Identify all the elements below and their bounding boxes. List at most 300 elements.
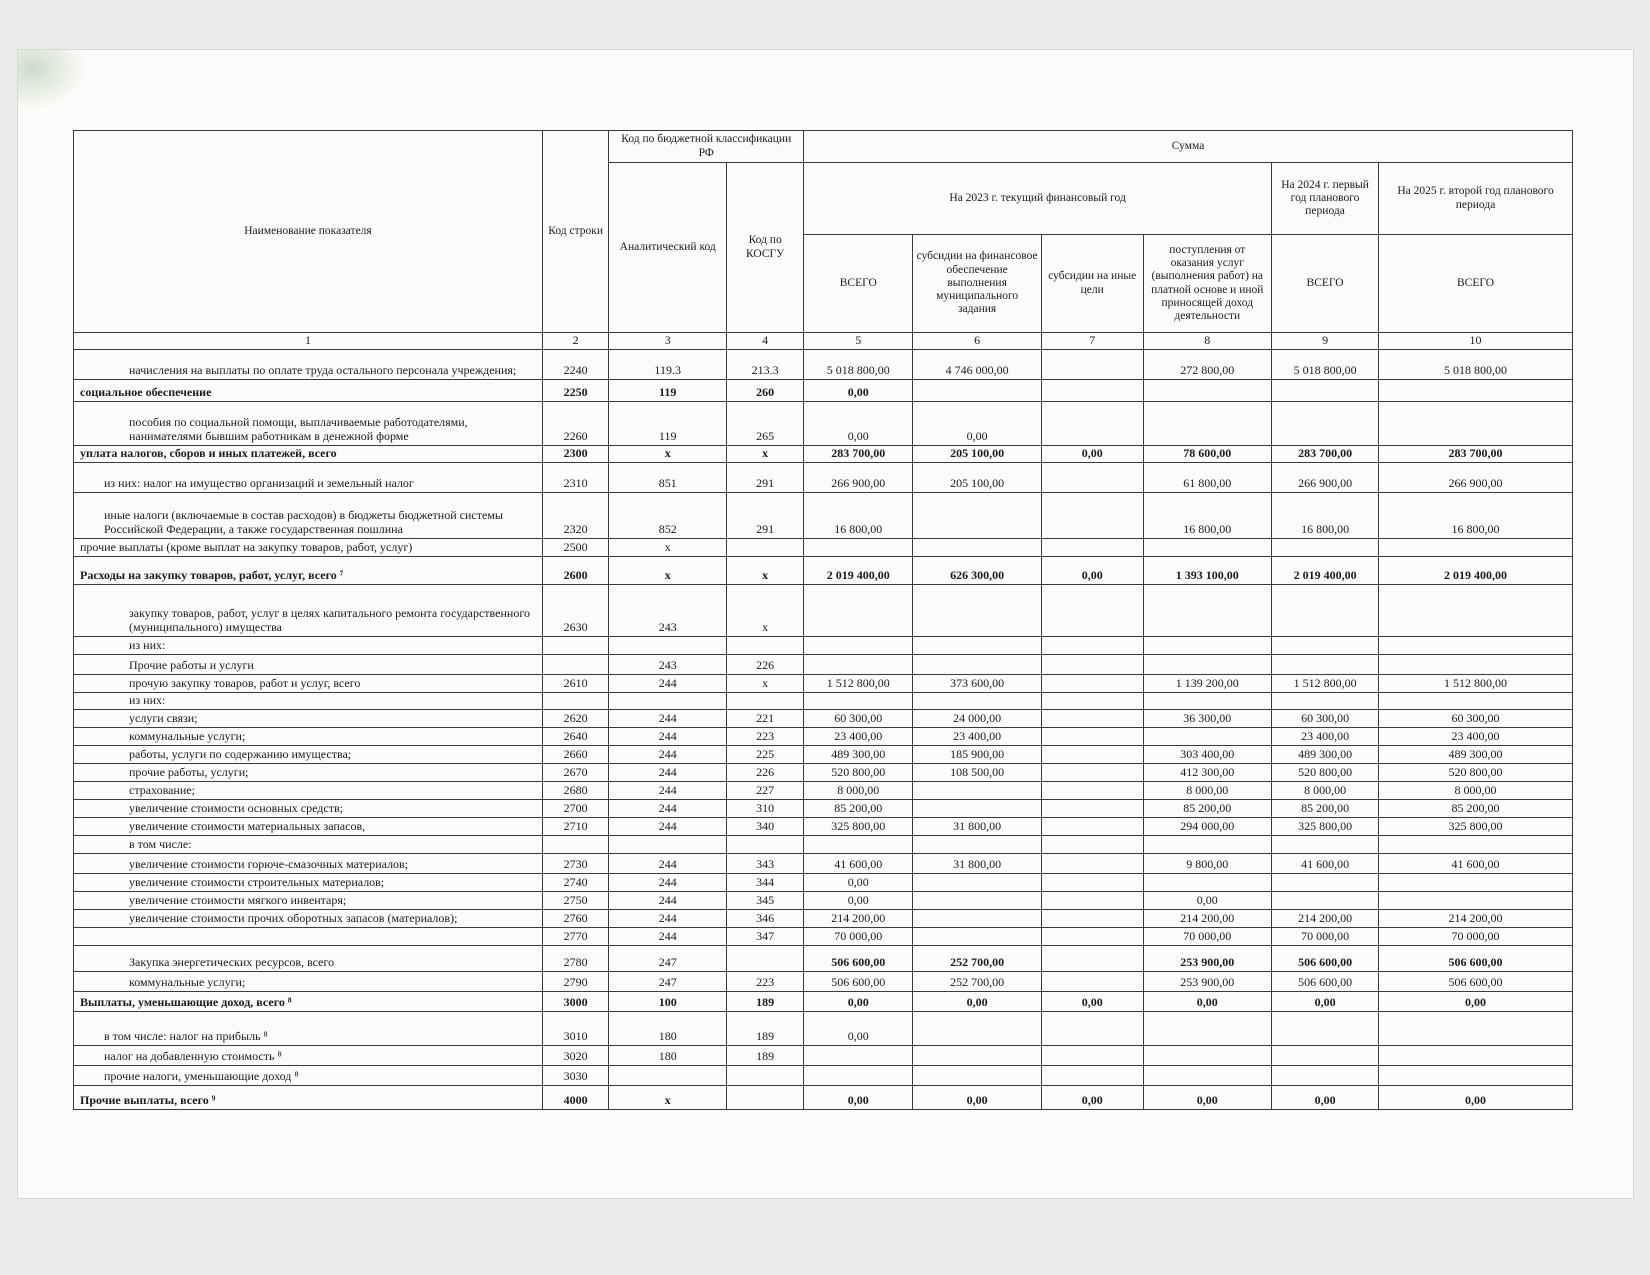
row-name: из них: [74, 636, 543, 654]
table-row [74, 492, 1573, 538]
table-row [74, 1065, 1573, 1085]
row-total-2024 [1272, 891, 1379, 909]
row-total-2024 [1272, 1045, 1379, 1065]
row-analytic-code: 244 [609, 873, 727, 891]
row-subsidy-other [1041, 1011, 1143, 1045]
row-code: 2500 [542, 538, 608, 556]
row-total-2023: 23 400,00 [804, 727, 913, 745]
row-paid-services [1143, 1045, 1271, 1065]
row-paid-services [1143, 402, 1271, 446]
row-name: прочие налоги, уменьшающие доход ⁸ [74, 1065, 543, 1085]
header-total-2025: ВСЕГО [1379, 235, 1573, 333]
header-paid-services: поступления от оказания услуг (выполнения работ) на платной основе и иной приносящей доход деятельности [1143, 235, 1271, 333]
row-analytic-code: х [609, 538, 727, 556]
row-code: 2300 [542, 446, 608, 463]
table-row [74, 909, 1573, 927]
row-kosgu: 189 [727, 991, 804, 1011]
row-total-2025 [1379, 402, 1573, 446]
table-row [74, 873, 1573, 891]
row-name: уплата налогов, сборов и иных платежей, всего [74, 446, 543, 463]
row-paid-services [1143, 1011, 1271, 1045]
row-name: Расходы на закупку товаров, работ, услуг, всего ⁷ [74, 556, 543, 584]
row-total-2023: 0,00 [804, 1011, 913, 1045]
col-index: 2 [542, 333, 608, 350]
row-analytic-code [609, 636, 727, 654]
row-paid-services: 70 000,00 [1143, 927, 1271, 945]
row-subsidy-other [1041, 462, 1143, 492]
row-name: Выплаты, уменьшающие доход, всего ⁸ [74, 991, 543, 1011]
row-total-2025 [1379, 891, 1573, 909]
row-name: коммунальные услуги; [74, 727, 543, 745]
row-paid-services: 294 000,00 [1143, 817, 1271, 835]
row-code: 2670 [542, 763, 608, 781]
table-row [74, 835, 1573, 853]
row-paid-services [1143, 692, 1271, 709]
table-row [74, 380, 1573, 402]
table-row [74, 674, 1573, 692]
row-subsidy-task [913, 781, 1041, 799]
row-subsidy-task [913, 927, 1041, 945]
row-paid-services: 0,00 [1143, 1085, 1271, 1109]
row-analytic-code [609, 692, 727, 709]
header-total-2023: ВСЕГО [804, 235, 913, 333]
row-analytic-code: х [609, 1085, 727, 1109]
table-row [74, 945, 1573, 971]
row-kosgu: 265 [727, 402, 804, 446]
row-name: работы, услуги по содержанию имущества; [74, 745, 543, 763]
row-total-2023: 1 512 800,00 [804, 674, 913, 692]
row-subsidy-other [1041, 538, 1143, 556]
row-analytic-code: 244 [609, 891, 727, 909]
row-total-2023: 70 000,00 [804, 927, 913, 945]
row-total-2025 [1379, 1011, 1573, 1045]
row-name: начисления на выплаты по оплате труда остального персонала учреждения; [74, 350, 543, 380]
row-subsidy-task [913, 538, 1041, 556]
table-row [74, 402, 1573, 446]
row-code: 2240 [542, 350, 608, 380]
row-paid-services: 272 800,00 [1143, 350, 1271, 380]
row-name: страхование; [74, 781, 543, 799]
row-name: увеличение стоимости строительных материалов; [74, 873, 543, 891]
row-kosgu: 225 [727, 745, 804, 763]
row-total-2025: 214 200,00 [1379, 909, 1573, 927]
row-total-2024: 1 512 800,00 [1272, 674, 1379, 692]
row-paid-services [1143, 727, 1271, 745]
row-name: услуги связи; [74, 709, 543, 727]
row-paid-services: 303 400,00 [1143, 745, 1271, 763]
row-total-2025: 16 800,00 [1379, 492, 1573, 538]
row-kosgu: х [727, 446, 804, 463]
row-total-2024: 23 400,00 [1272, 727, 1379, 745]
header-code: Код строки [542, 131, 608, 333]
row-paid-services [1143, 654, 1271, 674]
row-total-2024: 506 600,00 [1272, 945, 1379, 971]
table-row [74, 446, 1573, 463]
row-kosgu: 221 [727, 709, 804, 727]
row-subsidy-other [1041, 727, 1143, 745]
row-subsidy-other [1041, 584, 1143, 636]
row-analytic-code: 244 [609, 745, 727, 763]
table-row [74, 709, 1573, 727]
row-code: 2740 [542, 873, 608, 891]
table-row [74, 991, 1573, 1011]
row-total-2025: 520 800,00 [1379, 763, 1573, 781]
row-subsidy-task: 252 700,00 [913, 971, 1041, 991]
row-paid-services: 253 900,00 [1143, 971, 1271, 991]
row-analytic-code: 244 [609, 709, 727, 727]
row-total-2024 [1272, 380, 1379, 402]
row-total-2024: 2 019 400,00 [1272, 556, 1379, 584]
row-total-2024: 489 300,00 [1272, 745, 1379, 763]
row-subsidy-task: 205 100,00 [913, 462, 1041, 492]
col-index: 6 [913, 333, 1041, 350]
row-total-2024: 283 700,00 [1272, 446, 1379, 463]
row-subsidy-other [1041, 674, 1143, 692]
row-analytic-code: 244 [609, 674, 727, 692]
row-name: налог на добавленную стоимость ⁸ [74, 1045, 543, 1065]
row-total-2023: 0,00 [804, 380, 913, 402]
row-total-2025: 8 000,00 [1379, 781, 1573, 799]
row-code: 2260 [542, 402, 608, 446]
row-total-2023: 0,00 [804, 891, 913, 909]
row-subsidy-other [1041, 945, 1143, 971]
row-paid-services: 412 300,00 [1143, 763, 1271, 781]
row-total-2025: 70 000,00 [1379, 927, 1573, 945]
row-name: Прочие работы и услуги [74, 654, 543, 674]
table-body [74, 350, 1573, 1110]
header-year-2023: На 2023 г. текущий финансовый год [804, 163, 1272, 235]
row-code: 3010 [542, 1011, 608, 1045]
row-subsidy-other [1041, 853, 1143, 873]
row-subsidy-task: 185 900,00 [913, 745, 1041, 763]
row-name: из них: [74, 692, 543, 709]
row-name: иные налоги (включаемые в состав расходов) в бюджеты бюджетной системы Российской Федерации, а также государственная пошлина [74, 492, 543, 538]
row-total-2024: 41 600,00 [1272, 853, 1379, 873]
row-analytic-code [609, 1065, 727, 1085]
row-total-2023: 520 800,00 [804, 763, 913, 781]
row-name: прочие работы, услуги; [74, 763, 543, 781]
row-total-2023: 214 200,00 [804, 909, 913, 927]
row-paid-services [1143, 636, 1271, 654]
row-subsidy-other [1041, 1045, 1143, 1065]
row-kosgu: 227 [727, 781, 804, 799]
row-total-2023 [804, 636, 913, 654]
row-name: увеличение стоимости материальных запасов, [74, 817, 543, 835]
row-total-2024 [1272, 873, 1379, 891]
row-subsidy-other [1041, 799, 1143, 817]
row-kosgu: 226 [727, 763, 804, 781]
row-total-2025: 283 700,00 [1379, 446, 1573, 463]
row-analytic-code: 244 [609, 781, 727, 799]
row-kosgu [727, 835, 804, 853]
col-index: 9 [1272, 333, 1379, 350]
row-subsidy-other [1041, 350, 1143, 380]
row-paid-services: 214 200,00 [1143, 909, 1271, 927]
row-total-2023: 60 300,00 [804, 709, 913, 727]
row-total-2024: 0,00 [1272, 991, 1379, 1011]
row-total-2024 [1272, 402, 1379, 446]
row-code: 2680 [542, 781, 608, 799]
row-total-2024 [1272, 538, 1379, 556]
row-subsidy-task [913, 799, 1041, 817]
row-analytic-code: 851 [609, 462, 727, 492]
row-name: Закупка энергетических ресурсов, всего [74, 945, 543, 971]
table-row [74, 584, 1573, 636]
row-subsidy-task: 31 800,00 [913, 853, 1041, 873]
row-code: 2790 [542, 971, 608, 991]
row-code: 2320 [542, 492, 608, 538]
table-row [74, 462, 1573, 492]
row-name: социальное обеспечение [74, 380, 543, 402]
row-analytic-code: 243 [609, 654, 727, 674]
row-total-2023 [804, 538, 913, 556]
row-analytic-code: 244 [609, 927, 727, 945]
row-total-2025: 5 018 800,00 [1379, 350, 1573, 380]
row-kosgu: 213.3 [727, 350, 804, 380]
table-row [74, 654, 1573, 674]
row-analytic-code: 247 [609, 971, 727, 991]
row-total-2024 [1272, 1011, 1379, 1045]
row-kosgu: 226 [727, 654, 804, 674]
header-analytic: Аналитический код [609, 163, 727, 333]
row-paid-services: 0,00 [1143, 891, 1271, 909]
header-subsidy-other: субсидии на иные цели [1041, 235, 1143, 333]
row-total-2023: 506 600,00 [804, 945, 913, 971]
row-code [542, 835, 608, 853]
row-name: Прочие выплаты, всего ⁹ [74, 1085, 543, 1109]
row-analytic-code: 244 [609, 853, 727, 873]
row-subsidy-task [913, 909, 1041, 927]
row-subsidy-other: 0,00 [1041, 556, 1143, 584]
row-total-2024 [1272, 835, 1379, 853]
row-total-2025 [1379, 692, 1573, 709]
col-index: 8 [1143, 333, 1271, 350]
row-total-2024: 520 800,00 [1272, 763, 1379, 781]
row-code [542, 692, 608, 709]
row-analytic-code: 244 [609, 817, 727, 835]
row-total-2023: 0,00 [804, 991, 913, 1011]
header-year-2025: На 2025 г. второй год планового периода [1379, 163, 1573, 235]
row-paid-services: 36 300,00 [1143, 709, 1271, 727]
row-paid-services [1143, 873, 1271, 891]
row-name: увеличение стоимости основных средств; [74, 799, 543, 817]
row-code: 2770 [542, 927, 608, 945]
row-analytic-code: 852 [609, 492, 727, 538]
row-kosgu [727, 1065, 804, 1085]
header-total-2024: ВСЕГО [1272, 235, 1379, 333]
row-kosgu: 291 [727, 492, 804, 538]
row-subsidy-other [1041, 891, 1143, 909]
row-paid-services: 16 800,00 [1143, 492, 1271, 538]
row-code [542, 636, 608, 654]
row-subsidy-other [1041, 817, 1143, 835]
table-row [74, 763, 1573, 781]
row-total-2024: 5 018 800,00 [1272, 350, 1379, 380]
row-code: 2700 [542, 799, 608, 817]
table-row [74, 927, 1573, 945]
table-row [74, 891, 1573, 909]
row-total-2023 [804, 584, 913, 636]
row-subsidy-task: 626 300,00 [913, 556, 1041, 584]
row-total-2025: 60 300,00 [1379, 709, 1573, 727]
col-index: 1 [74, 333, 543, 350]
row-subsidy-task: 31 800,00 [913, 817, 1041, 835]
row-subsidy-task [913, 636, 1041, 654]
row-kosgu: х [727, 584, 804, 636]
row-code: 4000 [542, 1085, 608, 1109]
row-code: 3020 [542, 1045, 608, 1065]
row-code: 2750 [542, 891, 608, 909]
row-total-2023: 16 800,00 [804, 492, 913, 538]
row-subsidy-other [1041, 909, 1143, 927]
row-analytic-code: 247 [609, 945, 727, 971]
row-name: увеличение стоимости мягкого инвентаря; [74, 891, 543, 909]
row-subsidy-task: 252 700,00 [913, 945, 1041, 971]
row-code: 2620 [542, 709, 608, 727]
row-paid-services: 0,00 [1143, 991, 1271, 1011]
row-total-2024: 16 800,00 [1272, 492, 1379, 538]
row-subsidy-task: 108 500,00 [913, 763, 1041, 781]
row-total-2025: 325 800,00 [1379, 817, 1573, 835]
row-total-2023 [804, 1045, 913, 1065]
row-kosgu: 223 [727, 971, 804, 991]
row-total-2024 [1272, 1065, 1379, 1085]
row-total-2025 [1379, 1045, 1573, 1065]
row-total-2025: 2 019 400,00 [1379, 556, 1573, 584]
row-total-2023: 506 600,00 [804, 971, 913, 991]
row-paid-services: 61 800,00 [1143, 462, 1271, 492]
row-total-2025 [1379, 584, 1573, 636]
row-analytic-code: х [609, 446, 727, 463]
row-subsidy-task: 23 400,00 [913, 727, 1041, 745]
row-total-2025: 23 400,00 [1379, 727, 1573, 745]
row-subsidy-other: 0,00 [1041, 1085, 1143, 1109]
row-name: увеличение стоимости горюче-смазочных материалов; [74, 853, 543, 873]
row-analytic-code: 119 [609, 402, 727, 446]
header-kosgu: Код по КОСГУ [727, 163, 804, 333]
row-total-2023: 283 700,00 [804, 446, 913, 463]
row-name: из них: налог на имущество организаций и земельный налог [74, 462, 543, 492]
row-kosgu: 310 [727, 799, 804, 817]
row-kosgu: 189 [727, 1045, 804, 1065]
row-subsidy-task: 205 100,00 [913, 446, 1041, 463]
row-total-2023 [804, 692, 913, 709]
row-subsidy-task [913, 1045, 1041, 1065]
row-analytic-code: 180 [609, 1011, 727, 1045]
row-kosgu: 291 [727, 462, 804, 492]
row-total-2025 [1379, 636, 1573, 654]
row-total-2023: 266 900,00 [804, 462, 913, 492]
row-subsidy-task [913, 891, 1041, 909]
table-row [74, 817, 1573, 835]
row-name: увеличение стоимости прочих оборотных запасов (материалов); [74, 909, 543, 927]
row-code: 2640 [542, 727, 608, 745]
row-subsidy-other [1041, 709, 1143, 727]
row-subsidy-other [1041, 692, 1143, 709]
row-kosgu: 346 [727, 909, 804, 927]
row-paid-services: 9 800,00 [1143, 853, 1271, 873]
row-kosgu [727, 945, 804, 971]
row-kosgu: 260 [727, 380, 804, 402]
row-subsidy-other [1041, 781, 1143, 799]
row-kosgu: 343 [727, 853, 804, 873]
row-kosgu [727, 538, 804, 556]
header-subsidy-task: субсидии на финансовое обеспечение выполнения муниципального задания [913, 235, 1041, 333]
row-code: 2250 [542, 380, 608, 402]
row-name: прочие выплаты (кроме выплат на закупку товаров, работ, услуг) [74, 538, 543, 556]
row-analytic-code: 180 [609, 1045, 727, 1065]
scanned-page [18, 50, 1633, 1198]
row-code [542, 654, 608, 674]
row-total-2023: 41 600,00 [804, 853, 913, 873]
row-kosgu: х [727, 674, 804, 692]
row-total-2025 [1379, 1065, 1573, 1085]
row-total-2023: 325 800,00 [804, 817, 913, 835]
row-subsidy-other [1041, 380, 1143, 402]
row-code: 2710 [542, 817, 608, 835]
row-name: коммунальные услуги; [74, 971, 543, 991]
row-analytic-code: 244 [609, 909, 727, 927]
row-subsidy-task [913, 584, 1041, 636]
table-row [74, 1011, 1573, 1045]
table-row [74, 692, 1573, 709]
row-total-2023: 2 019 400,00 [804, 556, 913, 584]
row-analytic-code: 100 [609, 991, 727, 1011]
table-row [74, 853, 1573, 873]
row-kosgu: 189 [727, 1011, 804, 1045]
row-subsidy-other: 0,00 [1041, 446, 1143, 463]
row-subsidy-task [913, 835, 1041, 853]
row-total-2024: 506 600,00 [1272, 971, 1379, 991]
table-row [74, 1045, 1573, 1065]
row-total-2025: 266 900,00 [1379, 462, 1573, 492]
row-analytic-code: 119.3 [609, 350, 727, 380]
row-code: 2610 [542, 674, 608, 692]
row-total-2024: 85 200,00 [1272, 799, 1379, 817]
row-kosgu [727, 692, 804, 709]
row-total-2023: 8 000,00 [804, 781, 913, 799]
row-subsidy-other [1041, 745, 1143, 763]
row-total-2025: 1 512 800,00 [1379, 674, 1573, 692]
row-paid-services: 1 139 200,00 [1143, 674, 1271, 692]
table-row [74, 781, 1573, 799]
row-total-2024: 60 300,00 [1272, 709, 1379, 727]
col-index: 10 [1379, 333, 1573, 350]
row-total-2025 [1379, 380, 1573, 402]
row-total-2024: 8 000,00 [1272, 781, 1379, 799]
row-code: 3030 [542, 1065, 608, 1085]
row-total-2023: 0,00 [804, 402, 913, 446]
col-index: 4 [727, 333, 804, 350]
row-total-2023: 5 018 800,00 [804, 350, 913, 380]
row-total-2025 [1379, 654, 1573, 674]
row-subsidy-task: 0,00 [913, 1085, 1041, 1109]
row-subsidy-task [913, 1065, 1041, 1085]
row-subsidy-task [913, 692, 1041, 709]
row-total-2025 [1379, 873, 1573, 891]
row-subsidy-other [1041, 1065, 1143, 1085]
col-index: 7 [1041, 333, 1143, 350]
row-name: прочую закупку товаров, работ и услуг, всего [74, 674, 543, 692]
row-subsidy-other [1041, 873, 1143, 891]
row-total-2023: 489 300,00 [804, 745, 913, 763]
row-subsidy-other [1041, 835, 1143, 853]
row-paid-services: 8 000,00 [1143, 781, 1271, 799]
table-row [74, 538, 1573, 556]
row-code: 2760 [542, 909, 608, 927]
table-row [74, 350, 1573, 380]
row-subsidy-other [1041, 636, 1143, 654]
